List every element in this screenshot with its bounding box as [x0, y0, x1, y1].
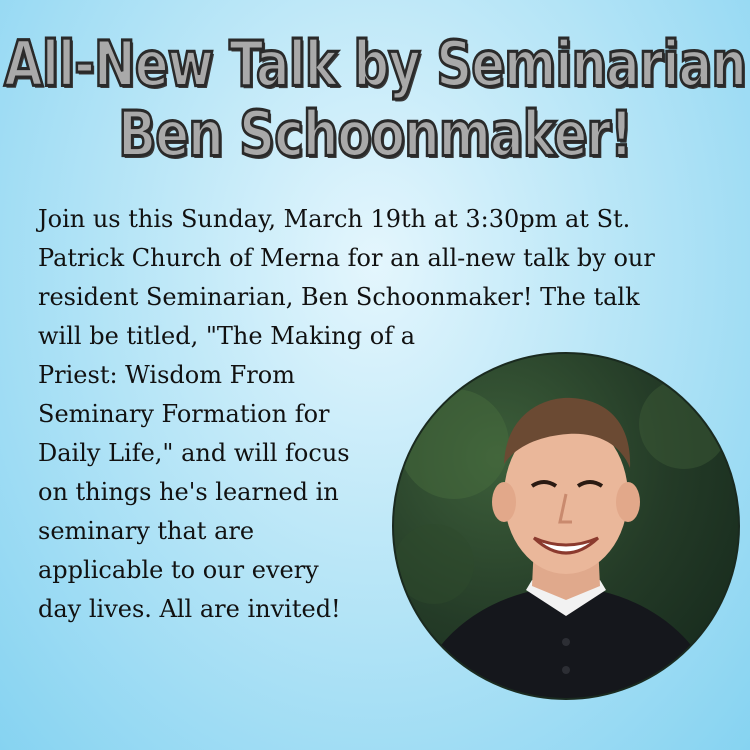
body-line-3: resident Seminarian, Ben Schoonmaker! The talk — [38, 283, 640, 311]
body-line-1: Join us this Sunday, March 19th at 3:30pm at St. — [38, 205, 631, 233]
body-line-7: Daily Life," and will focus — [38, 439, 350, 467]
body-line-8: on things he's learned in — [38, 478, 339, 506]
body-line-10: applicable to our every — [38, 556, 319, 584]
body-line-11: day lives. All are invited! — [38, 595, 341, 623]
headline-line-1: All-New Talk by Seminarian — [4, 27, 746, 101]
body-line-4: will be titled, "The Making of a — [38, 322, 416, 350]
seminarian-portrait-photo — [392, 352, 740, 700]
body-line-5: Priest: Wisdom From — [38, 361, 295, 389]
body-line-9: seminary that are — [38, 517, 255, 545]
body-line-6: Seminary Formation for — [38, 400, 330, 428]
portrait-illustration — [394, 354, 738, 698]
headline-line-2: Ben Schoonmaker! — [118, 97, 632, 171]
body-line-2: Patrick Church of Merna for an all-new talk by our — [38, 244, 655, 272]
